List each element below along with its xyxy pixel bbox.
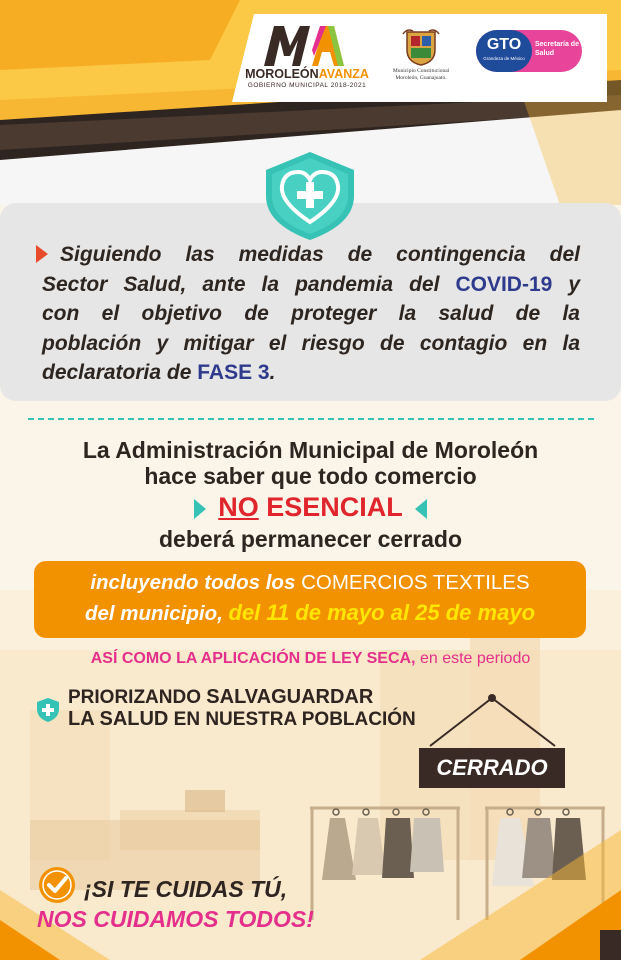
intro-line-5: declaratoria de FASE 3. [42,361,276,385]
textile-notice-line-1: incluyendo todos los COMERCIOS TEXTILES [90,571,530,594]
municipio-text: Municipio Constitucional Moroleón, Guanajuato. [392,68,450,81]
announcement-line-1: La Administración Municipal de Moroleón [82,437,539,463]
dashed-divider [28,418,594,420]
priority-line-1: PRIORIZANDO SALVAGUARDAR [68,686,374,708]
announcement-line-2: hace saber que todo comercio [144,463,477,489]
logo-subtitle: GOBIERNO MUNICIPAL 2018-2021 [247,82,367,89]
esencial-label: ESENCIAL [258,492,403,522]
announcement-line-4: deberá permanecer cerrado [159,526,462,552]
municipio-seal-icon [401,28,441,66]
fase-label: FASE 3 [197,361,270,385]
intro-line-1: Siguiendo las medidas de contingencia del [60,243,580,266]
secretaria-label: Secretaría de Salud [535,41,579,57]
shield-plus-icon [36,697,60,723]
teal-arrow-left-icon [194,499,206,519]
date-range: del 11 de mayo al 25 de mayo [228,600,536,625]
intro-line-3: con el objetivo de proteger la salud de la [42,302,580,326]
check-badge-icon [38,866,76,904]
covid-label: COVID-19 [455,272,553,296]
gto-tagline: Grandeza de México [483,56,525,61]
teal-arrow-right-icon [415,499,427,519]
priority-line-2: LA SALUD EN NUESTRA POBLACIÓN [68,708,416,730]
slogan-line-2: NOS CUIDAMOS TODOS! [37,906,314,932]
gto-logo: GTO [476,30,532,72]
no-label: NO [218,492,259,522]
cerrado-sign: CERRADO [419,748,565,788]
shield-heart-icon [262,150,358,242]
no-esencial-row [0,492,621,523]
intro-paragraph [42,240,580,388]
intro-line-4: población y mitigar el riesgo de contagio en la [42,331,580,355]
logo-name: MOROLEÓNAVANZA [245,67,369,81]
ley-seca-notice: ASÍ COMO LA APLICACIÓN DE LEY SECA, en este periodo [90,650,531,667]
textile-notice-line-2: del municipio, del 11 de mayo al 25 de mayo [84,600,536,625]
intro-line-2: Sector Salud, ante la pandemia del COVID-19 y [42,272,581,296]
slogan-line-1: ¡SI TE CUIDAS TÚ, [84,876,288,902]
